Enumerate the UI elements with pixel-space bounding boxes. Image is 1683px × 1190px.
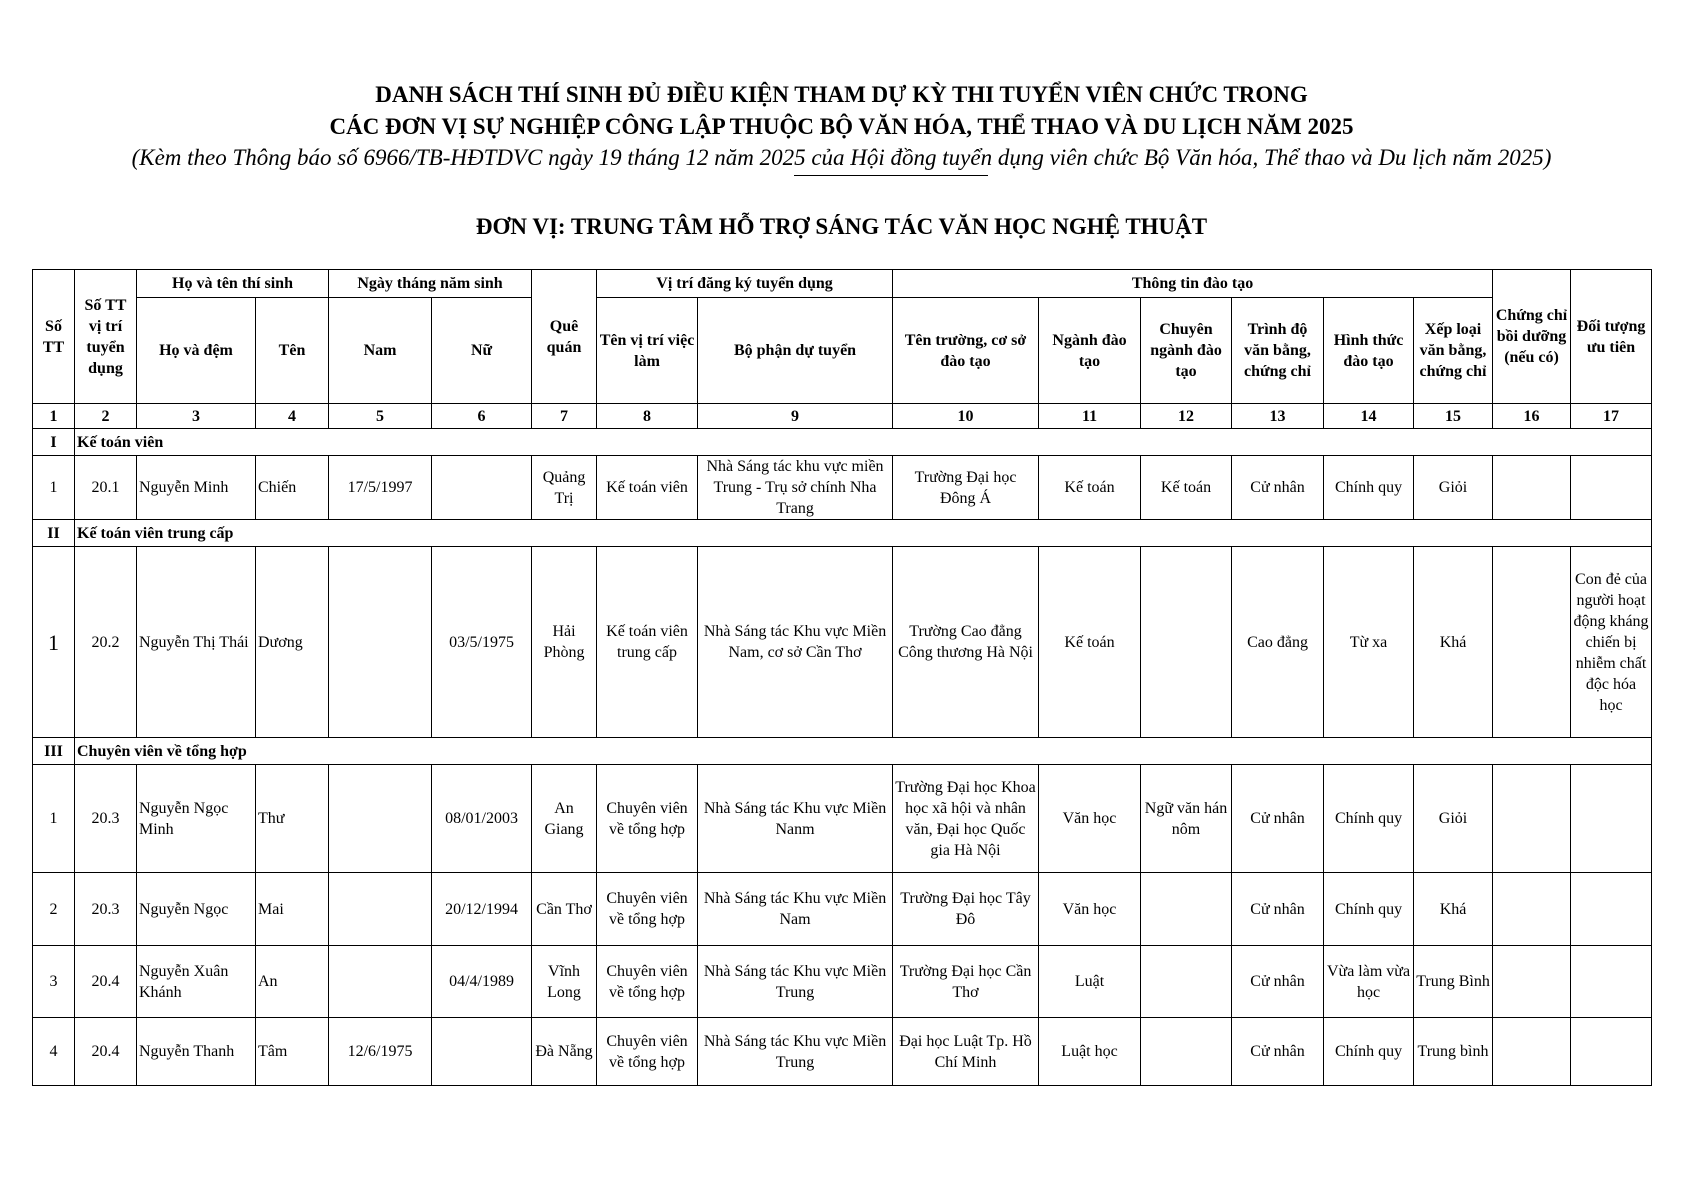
col-number: 6 xyxy=(432,404,532,429)
cell-ho-dem: Nguyễn Thị Thái xyxy=(137,547,256,738)
table-row xyxy=(33,456,1652,520)
cell-chung-chi xyxy=(1493,456,1571,520)
cell-trinh-do: Cử nhân xyxy=(1232,946,1324,1018)
cell-hinh-thuc: Chính quy xyxy=(1324,456,1414,520)
cell-nam xyxy=(329,946,432,1018)
cell-stt: 3 xyxy=(33,946,75,1018)
cell-ho-dem: Nguyễn Ngọc xyxy=(137,873,256,946)
cell-trinh-do: Cao đẳng xyxy=(1232,547,1324,738)
col-group-vitri: Vị trí đăng ký tuyển dụng xyxy=(597,270,893,298)
cell-vitri: 20.1 xyxy=(75,456,137,520)
section-row xyxy=(33,429,1652,456)
cell-stt: 1 xyxy=(33,547,75,738)
col-truong: Tên trường, cơ sở đào tạo xyxy=(893,298,1039,404)
title-line-1: DANH SÁCH THÍ SINH ĐỦ ĐIỀU KIỆN THAM DỰ KỲ THI TUYỂN VIÊN CHỨC TRONG xyxy=(375,82,1308,107)
col-group-ngaysinh: Ngày tháng năm sinh xyxy=(329,270,532,298)
cell-que: An Giang xyxy=(532,765,597,873)
cell-chuyen-nganh xyxy=(1141,873,1232,946)
cell-ho-dem: Nguyễn Xuân Khánh xyxy=(137,946,256,1018)
col-nam: Nam xyxy=(329,298,432,404)
col-number: 3 xyxy=(137,404,256,429)
cell-ten: Thư xyxy=(256,765,329,873)
cell-doi-tuong xyxy=(1571,456,1652,520)
cell-nu xyxy=(432,1018,532,1086)
cell-doi-tuong xyxy=(1571,765,1652,873)
col-number: 4 xyxy=(256,404,329,429)
cell-ten-vitri: Chuyên viên về tổng hợp xyxy=(597,1018,698,1086)
cell-hinh-thuc: Vừa làm vừa học xyxy=(1324,946,1414,1018)
unit-title: ĐƠN VỊ: TRUNG TÂM HỖ TRỢ SÁNG TÁC VĂN HỌC NGHỆ THUẬT xyxy=(475,214,1208,239)
col-number: 16 xyxy=(1493,404,1571,429)
cell-nganh: Luật xyxy=(1039,946,1141,1018)
cell-que: Đà Nẵng xyxy=(532,1018,597,1086)
cell-trinh-do: Cử nhân xyxy=(1232,456,1324,520)
cell-xep-loai: Giỏi xyxy=(1414,456,1493,520)
cell-nganh: Văn học xyxy=(1039,765,1141,873)
cell-bo-phan: Nhà Sáng tác Khu vực Miền Nanm xyxy=(698,765,893,873)
cell-xep-loai: Giỏi xyxy=(1414,765,1493,873)
cell-nam xyxy=(329,873,432,946)
cell-ten-vitri: Chuyên viên về tổng hợp xyxy=(597,946,698,1018)
cell-vitri: 20.4 xyxy=(75,1018,137,1086)
cell-ten: Tâm xyxy=(256,1018,329,1086)
cell-hinh-thuc: Chính quy xyxy=(1324,873,1414,946)
col-bo-phan: Bộ phận dự tuyển xyxy=(698,298,893,404)
cell-truong: Trường Đại học Tây Đô xyxy=(893,873,1039,946)
col-stt: Số TT xyxy=(33,270,75,404)
title-underline xyxy=(794,175,988,176)
cell-ten-vitri: Kế toán viên trung cấp xyxy=(597,547,698,738)
cell-chuyen-nganh xyxy=(1141,547,1232,738)
cell-ten: Mai xyxy=(256,873,329,946)
col-number: 7 xyxy=(532,404,597,429)
cell-bo-phan: Nhà Sáng tác Khu vực Miền Nam xyxy=(698,873,893,946)
cell-nam xyxy=(329,547,432,738)
cell-hinh-thuc: Từ xa xyxy=(1324,547,1414,738)
cell-chuyen-nganh xyxy=(1141,1018,1232,1086)
cell-bo-phan: Nhà Sáng tác Khu vực Miền Trung xyxy=(698,946,893,1018)
cell-nu: 20/12/1994 xyxy=(432,873,532,946)
cell-truong: Trường Đại học Khoa học xã hội và nhân văn, Đại học Quốc gia Hà Nội xyxy=(893,765,1039,873)
cell-nu: 08/01/2003 xyxy=(432,765,532,873)
subtitle: (Kèm theo Thông báo số 6966/TB-HĐTDVC ngày 19 tháng 12 năm 2025 của Hội đồng tuyển dụng viên chức Bộ Văn hóa, Thể thao và Du lịch năm 2025) xyxy=(131,145,1552,170)
cell-stt: 1 xyxy=(33,456,75,520)
col-que-quan: Quê quán xyxy=(532,270,597,404)
table-row xyxy=(33,873,1652,946)
col-ho-dem: Họ và đệm xyxy=(137,298,256,404)
cell-chuyen-nganh: Ngữ văn hán nôm xyxy=(1141,765,1232,873)
col-nu: Nữ xyxy=(432,298,532,404)
cell-nam xyxy=(329,765,432,873)
col-chung-chi: Chứng chỉ bồi dưỡng (nếu có) xyxy=(1493,270,1571,404)
section-roman: I xyxy=(33,429,75,456)
cell-nganh: Kế toán xyxy=(1039,456,1141,520)
col-number: 12 xyxy=(1141,404,1232,429)
col-number: 14 xyxy=(1324,404,1414,429)
cell-chuyen-nganh xyxy=(1141,946,1232,1018)
cell-ho-dem: Nguyễn Thanh xyxy=(137,1018,256,1086)
column-number-row xyxy=(33,404,1652,429)
cell-nam: 12/6/1975 xyxy=(329,1018,432,1086)
section-row xyxy=(33,738,1652,765)
cell-que: Quảng Trị xyxy=(532,456,597,520)
col-number: 10 xyxy=(893,404,1039,429)
cell-chung-chi xyxy=(1493,946,1571,1018)
col-number: 1 xyxy=(33,404,75,429)
col-chuyen-nganh: Chuyên ngành đào tạo xyxy=(1141,298,1232,404)
col-stt-vitri: Số TT vị trí tuyển dụng xyxy=(75,270,137,404)
cell-doi-tuong xyxy=(1571,1018,1652,1086)
cell-vitri: 20.3 xyxy=(75,765,137,873)
cell-ho-dem: Nguyễn Minh xyxy=(137,456,256,520)
cell-nganh: Luật học xyxy=(1039,1018,1141,1086)
section-row xyxy=(33,520,1652,547)
cell-chung-chi xyxy=(1493,873,1571,946)
candidate-table xyxy=(32,269,1652,1086)
title-line-2: CÁC ĐƠN VỊ SỰ NGHIỆP CÔNG LẬP THUỘC BỘ VĂN HÓA, THỂ THAO VÀ DU LỊCH NĂM 2025 xyxy=(329,114,1354,139)
cell-vitri: 20.3 xyxy=(75,873,137,946)
table-row xyxy=(33,765,1652,873)
table-row xyxy=(33,547,1652,738)
cell-ho-dem: Nguyễn Ngọc Minh xyxy=(137,765,256,873)
cell-truong: Trường Đại học Đông Á xyxy=(893,456,1039,520)
section-roman: II xyxy=(33,520,75,547)
col-hinh-thuc: Hình thức đào tạo xyxy=(1324,298,1414,404)
col-ten-vitri: Tên vị trí việc làm xyxy=(597,298,698,404)
cell-ten-vitri: Kế toán viên xyxy=(597,456,698,520)
cell-stt: 4 xyxy=(33,1018,75,1086)
col-xep-loai: Xếp loại văn bằng, chứng chỉ xyxy=(1414,298,1493,404)
col-number: 9 xyxy=(698,404,893,429)
cell-doi-tuong: Con đẻ của người hoạt động kháng chiến bị nhiễm chất độc hóa học xyxy=(1571,547,1652,738)
cell-chung-chi xyxy=(1493,1018,1571,1086)
cell-trinh-do: Cử nhân xyxy=(1232,765,1324,873)
cell-bo-phan: Nhà Sáng tác Khu vực Miền Nam, cơ sở Cần Thơ xyxy=(698,547,893,738)
cell-que: Hải Phòng xyxy=(532,547,597,738)
col-trinh-do: Trình độ văn bằng, chứng chỉ xyxy=(1232,298,1324,404)
cell-vitri: 20.4 xyxy=(75,946,137,1018)
cell-nganh: Kế toán xyxy=(1039,547,1141,738)
cell-truong: Trường Cao đẳng Công thương Hà Nội xyxy=(893,547,1039,738)
cell-nu: 04/4/1989 xyxy=(432,946,532,1018)
cell-chuyen-nganh: Kế toán xyxy=(1141,456,1232,520)
col-number: 8 xyxy=(597,404,698,429)
cell-ten: Chiến xyxy=(256,456,329,520)
table-row xyxy=(33,1018,1652,1086)
cell-xep-loai: Trung Bình xyxy=(1414,946,1493,1018)
col-number: 5 xyxy=(329,404,432,429)
section-name: Kế toán viên xyxy=(75,429,1652,456)
col-number: 11 xyxy=(1039,404,1141,429)
cell-doi-tuong xyxy=(1571,946,1652,1018)
cell-vitri: 20.2 xyxy=(75,547,137,738)
cell-nu: 03/5/1975 xyxy=(432,547,532,738)
cell-ten: Dương xyxy=(256,547,329,738)
cell-xep-loai: Khá xyxy=(1414,873,1493,946)
cell-bo-phan: Nhà Sáng tác Khu vực Miền Trung xyxy=(698,1018,893,1086)
cell-stt: 1 xyxy=(33,765,75,873)
col-group-daotao: Thông tin đào tạo xyxy=(893,270,1493,298)
cell-doi-tuong xyxy=(1571,873,1652,946)
cell-nu xyxy=(432,456,532,520)
col-number: 2 xyxy=(75,404,137,429)
cell-nganh: Văn học xyxy=(1039,873,1141,946)
cell-xep-loai: Trung bình xyxy=(1414,1018,1493,1086)
section-name: Kế toán viên trung cấp xyxy=(75,520,1652,547)
col-number: 15 xyxy=(1414,404,1493,429)
cell-ten-vitri: Chuyên viên về tổng hợp xyxy=(597,765,698,873)
cell-hinh-thuc: Chính quy xyxy=(1324,1018,1414,1086)
cell-xep-loai: Khá xyxy=(1414,547,1493,738)
col-doi-tuong: Đối tượng ưu tiên xyxy=(1571,270,1652,404)
cell-hinh-thuc: Chính quy xyxy=(1324,765,1414,873)
cell-nam: 17/5/1997 xyxy=(329,456,432,520)
section-roman: III xyxy=(33,738,75,765)
cell-que: Vĩnh Long xyxy=(532,946,597,1018)
cell-ten-vitri: Chuyên viên về tổng hợp xyxy=(597,873,698,946)
cell-chung-chi xyxy=(1493,547,1571,738)
section-name: Chuyên viên về tổng hợp xyxy=(75,738,1652,765)
cell-trinh-do: Cử nhân xyxy=(1232,1018,1324,1086)
cell-truong: Đại học Luật Tp. Hồ Chí Minh xyxy=(893,1018,1039,1086)
cell-trinh-do: Cử nhân xyxy=(1232,873,1324,946)
cell-bo-phan: Nhà Sáng tác khu vực miền Trung - Trụ sở chính Nha Trang xyxy=(698,456,893,520)
col-group-hoten: Họ và tên thí sinh xyxy=(137,270,329,298)
table-row xyxy=(33,946,1652,1018)
cell-stt: 2 xyxy=(33,873,75,946)
col-number: 13 xyxy=(1232,404,1324,429)
col-nganh: Ngành đào tạo xyxy=(1039,298,1141,404)
cell-ten: An xyxy=(256,946,329,1018)
col-number: 17 xyxy=(1571,404,1652,429)
col-ten: Tên xyxy=(256,298,329,404)
cell-truong: Trường Đại học Cần Thơ xyxy=(893,946,1039,1018)
cell-chung-chi xyxy=(1493,765,1571,873)
cell-que: Cần Thơ xyxy=(532,873,597,946)
